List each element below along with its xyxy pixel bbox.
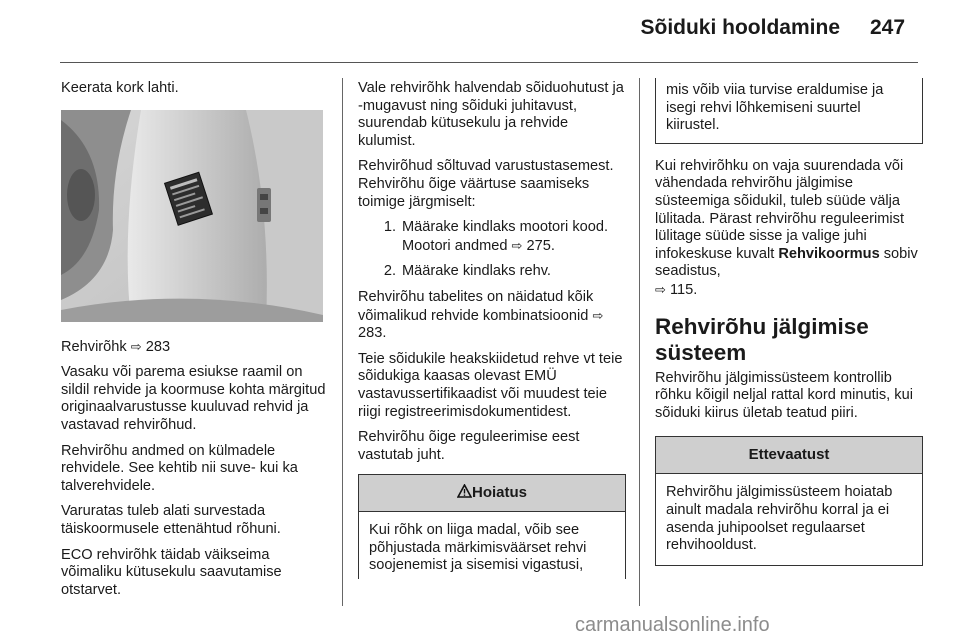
photo-caption: Rehvirõhk ⇨ 283	[61, 338, 331, 357]
caution-title: Ettevaatust	[656, 437, 922, 474]
page-ref-arrow-icon	[592, 308, 603, 324]
section-title: Sõiduki hooldamine	[640, 16, 840, 39]
paragraph: Rehvirõhu tabelites on näidatud kõik võimalikud rehvide kombinatsioonid ⇨ 283.	[358, 289, 626, 343]
intro-text: Keerata kork lahti.	[61, 80, 179, 96]
paragraph: Vale rehvirõhk halvendab sõiduohutust ja -mugavust ning sõiduki juhitavust, suurendab kütusekulu ja rehvide kulumist.	[358, 80, 624, 149]
page-number: 247	[870, 16, 906, 39]
paragraph: Teie sõidukile heakskiidetud rehve vt teie sõidukiga kaasas olevast EMÜ vastavussertifikaadist või muudest teie riigi registreerimisdokumentidest.	[358, 350, 623, 420]
paragraph: Rehvirõhu õige reguleerimise eest vastutab juht.	[358, 429, 580, 463]
step-number: 2.	[383, 263, 396, 280]
page-ref-arrow-icon	[655, 282, 666, 298]
warning-title: Hoiatus	[471, 484, 527, 502]
caption-ref: 283	[145, 338, 171, 355]
warning-box	[358, 474, 626, 579]
caution-box	[655, 436, 923, 565]
warning-triangle-icon	[457, 484, 472, 498]
page-ref-arrow-icon	[512, 238, 523, 254]
section-heading: Rehvirõhu jälgimise süsteem	[655, 313, 869, 365]
menu-setting-name: Rehvikoormus	[778, 245, 880, 262]
step-number: 1.	[383, 219, 396, 236]
header-divider	[60, 62, 918, 63]
watermark: carmanualsonline.info	[575, 614, 770, 636]
column-divider	[342, 78, 343, 606]
column-left	[61, 80, 331, 607]
page-ref-arrow-icon	[131, 339, 142, 355]
warning-body: Kui rõhk on liiga madal, võib see põhjustada märkimisväärset rehvi soojenemist ja sisemisi vigastusi,	[369, 522, 587, 574]
warning-box-continued: mis võib viia turvise eraldumise ja isegi rehvi lõhkemiseni suurtel kiirustel.	[655, 78, 923, 144]
list-item: 2. Määrake kindlaks rehv.	[358, 263, 626, 281]
paragraph: Kui rehvirõhku on vaja suurendada või vähendada rehvirõhu jälgimise süsteemiga sõidukil, tuleb süüde välja lülitada. Pärast rehvirõhu reguleerimist lülitage süüde sisse ja valige juhi infokeskuse kuvalt Rehvikoormus sobiv seadistus, ⇨ 115.	[655, 158, 923, 300]
warning-header	[359, 475, 625, 512]
step-ref: 275.	[526, 237, 555, 254]
paragraph: Rehvirõhu andmed on külmadele rehvidele. See kehtib nii suve- kui ka talverehvidele.	[61, 442, 298, 494]
paragraph: Rehvirõhu jälgimissüsteem kontrollib rõhku kõigil neljal rattal kord minutis, kui sõiduki kiirus ületab teatud piiri.	[655, 369, 913, 421]
steps-list	[358, 219, 626, 281]
column-right	[655, 78, 923, 566]
paragraph: Varuratas tuleb alati survestada täiskoormusele ettenähtud rõhuni.	[61, 503, 281, 537]
paragraph: Vasaku või parema esiukse raamil on sildil rehvide ja koormuse kohta märgitud originaalvarustusse kuuluvad rehvid ja vastavad rehvirõhud.	[61, 364, 326, 433]
paragraph: Rehvirõhud sõltuvad varustustasemest. Rehvirõhu õige väärtuse saamiseks toimige järgmiselt:	[358, 158, 614, 210]
paragraph: ECO rehvirõhk täidab väikseima võimaliku kütusekulu saavutamise otstarvet.	[61, 546, 282, 598]
column-divider	[639, 78, 640, 606]
list-item: 1. Määrake kindlaks mootori kood. Mootori andmed ⇨ 275.	[358, 219, 626, 255]
column-middle	[358, 80, 626, 579]
door-pillar-tyre-label-photo	[61, 110, 323, 322]
caution-body: Rehvirõhu jälgimissüsteem hoiatab ainult madala rehvirõhu korral ja ei asenda juhipoolset regulaarset rehvihooldust.	[666, 484, 893, 554]
